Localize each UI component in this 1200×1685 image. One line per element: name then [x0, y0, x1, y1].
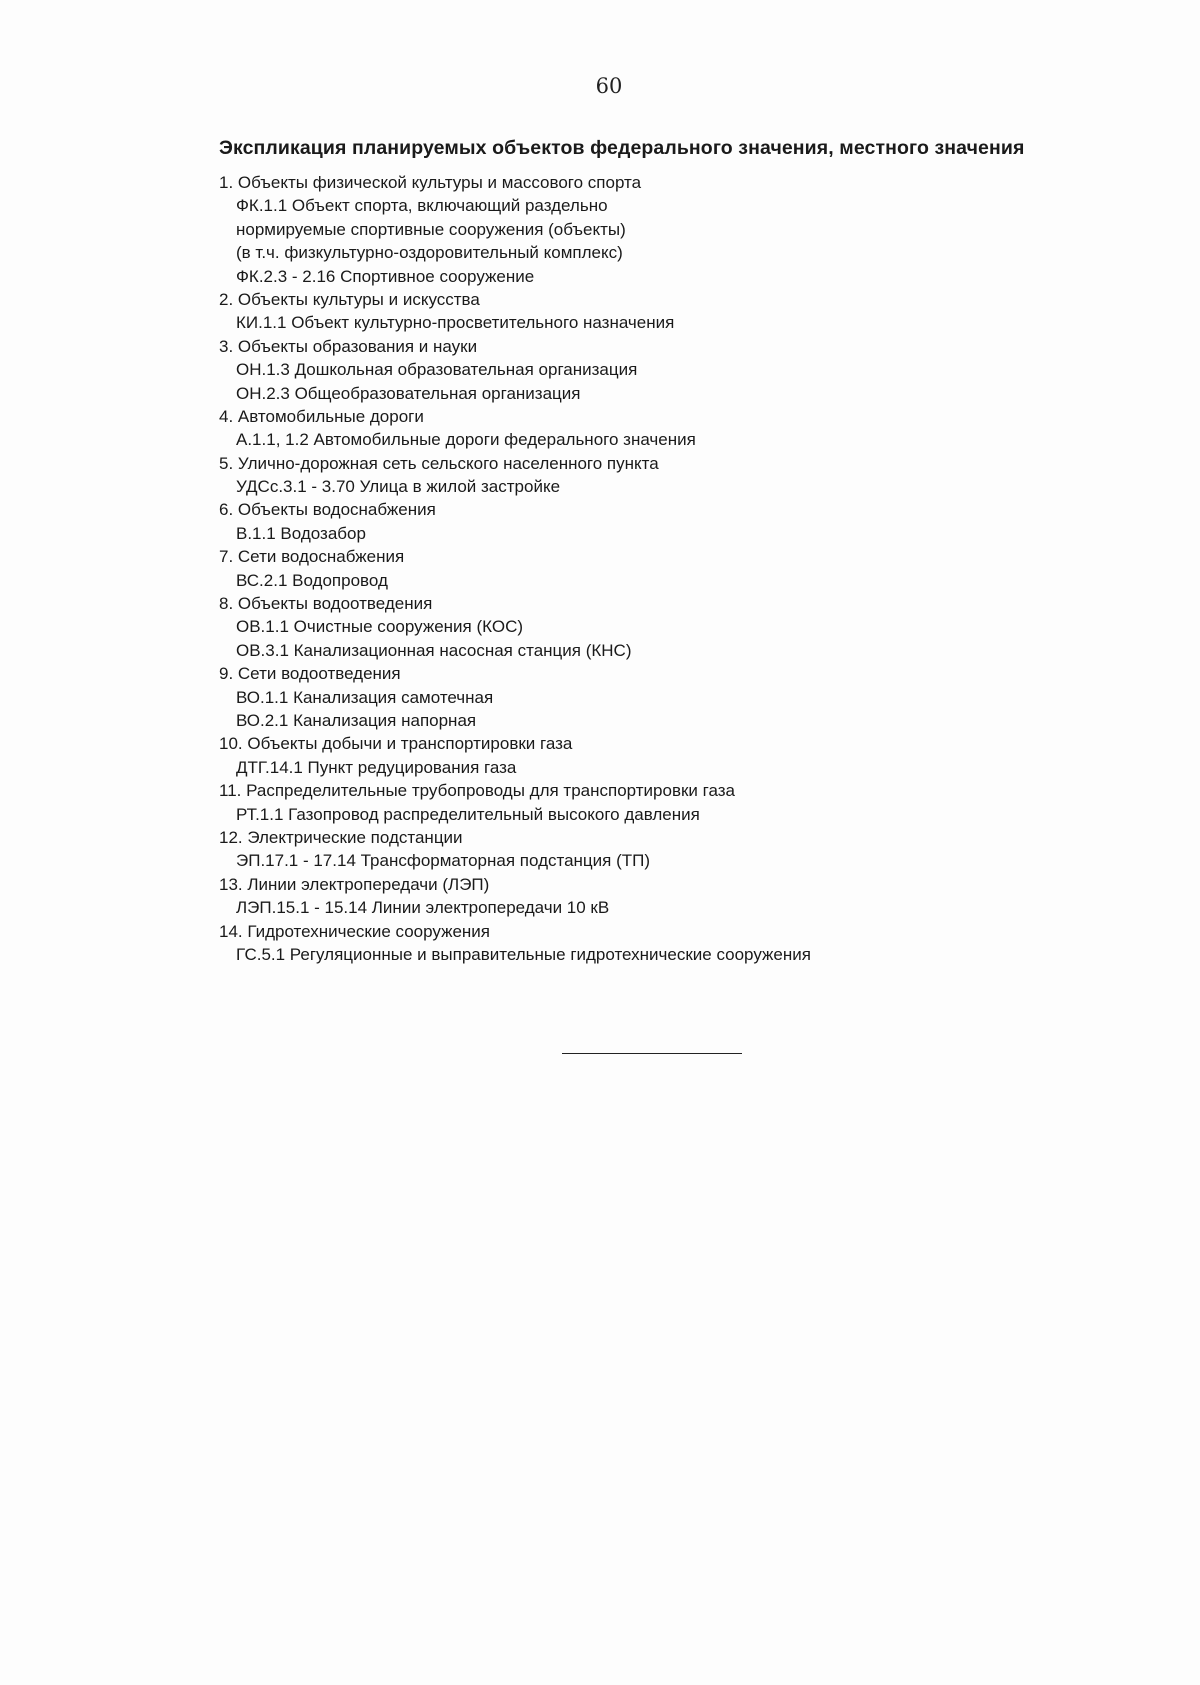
list-subitem: ОН.1.3 Дошкольная образовательная организация [236, 360, 638, 380]
list-subitem: ФК.1.1 Объект спорта, включающий раздельно [236, 196, 608, 216]
list-section-heading: 3. Объекты образования и науки [219, 336, 478, 356]
list-subitem: ВС.2.1 Водопровод [236, 570, 388, 590]
list-section-heading: 13. Линии электропередачи (ЛЭП) [219, 874, 490, 894]
closing-rule [562, 1053, 742, 1054]
list-section-heading: 2. Объекты культуры и искусства [219, 289, 480, 309]
list-subitem: В.1.1 Водозабор [236, 523, 366, 543]
list-subitem: ОВ.1.1 Очистные сооружения (КОС) [236, 617, 524, 637]
list-section-heading: 4. Автомобильные дороги [219, 406, 424, 426]
list-subitem: ДТГ.14.1 Пункт редуцирования газа [236, 757, 517, 777]
list-section-heading: 9. Сети водоотведения [219, 664, 401, 684]
list-subitem: ВО.1.1 Канализация самотечная [236, 687, 494, 707]
list-subitem: А.1.1, 1.2 Автомобильные дороги федерального значения [236, 430, 696, 450]
list-section-heading: 11. Распределительные трубопроводы для транспортировки газа [219, 781, 735, 801]
list-subitem: ЛЭП.15.1 - 15.14 Линии электропередачи 10 кВ [236, 898, 610, 918]
list-section-heading: 10. Объекты добычи и транспортировки газа [219, 734, 573, 754]
list-subitem: ОН.2.3 Общеобразовательная организация [236, 383, 581, 403]
list-subitem: КИ.1.1 Объект культурно-просветительного назначения [236, 313, 675, 333]
list-section-heading: 8. Объекты водоотведения [219, 594, 433, 614]
page-title: Экспликация планируемых объектов федерального значения, местного значения [219, 137, 1025, 159]
list-subitem: УДСс.3.1 - 3.70 Улица в жилой застройке [236, 477, 561, 497]
list-section-heading: 12. Электрические подстанции [219, 827, 463, 847]
list-subitem: РТ.1.1 Газопровод распределительный высокого давления [236, 804, 700, 824]
list-section-heading: 14. Гидротехнические сооружения [219, 921, 491, 941]
list-section-heading: 5. Улично-дорожная сеть сельского населенного пункта [219, 453, 659, 473]
list-subitem: ЭП.17.1 - 17.14 Трансформаторная подстанция (ТП) [236, 851, 651, 871]
list-section-heading: 6. Объекты водоснабжения [219, 500, 436, 520]
explication-list [219, 171, 1119, 966]
list-subitem: ВО.2.1 Канализация напорная [236, 710, 477, 730]
list-subitem: (в т.ч. физкультурно-оздоровительный комплекс) [236, 243, 623, 263]
page-number: 60 [595, 74, 623, 98]
list-subitem: ОВ.3.1 Канализационная насосная станция (КНС) [236, 640, 632, 660]
list-subitem: ГС.5.1 Регуляционные и выправительные гидротехнические сооружения [236, 944, 811, 964]
list-subitem: нормируемые спортивные сооружения (объекты) [236, 219, 626, 239]
list-subitem: ФК.2.3 - 2.16 Спортивное сооружение [236, 266, 535, 286]
list-section-heading: 7. Сети водоснабжения [219, 547, 405, 567]
list-section-heading: 1. Объекты физической культуры и массового спорта [219, 173, 642, 192]
